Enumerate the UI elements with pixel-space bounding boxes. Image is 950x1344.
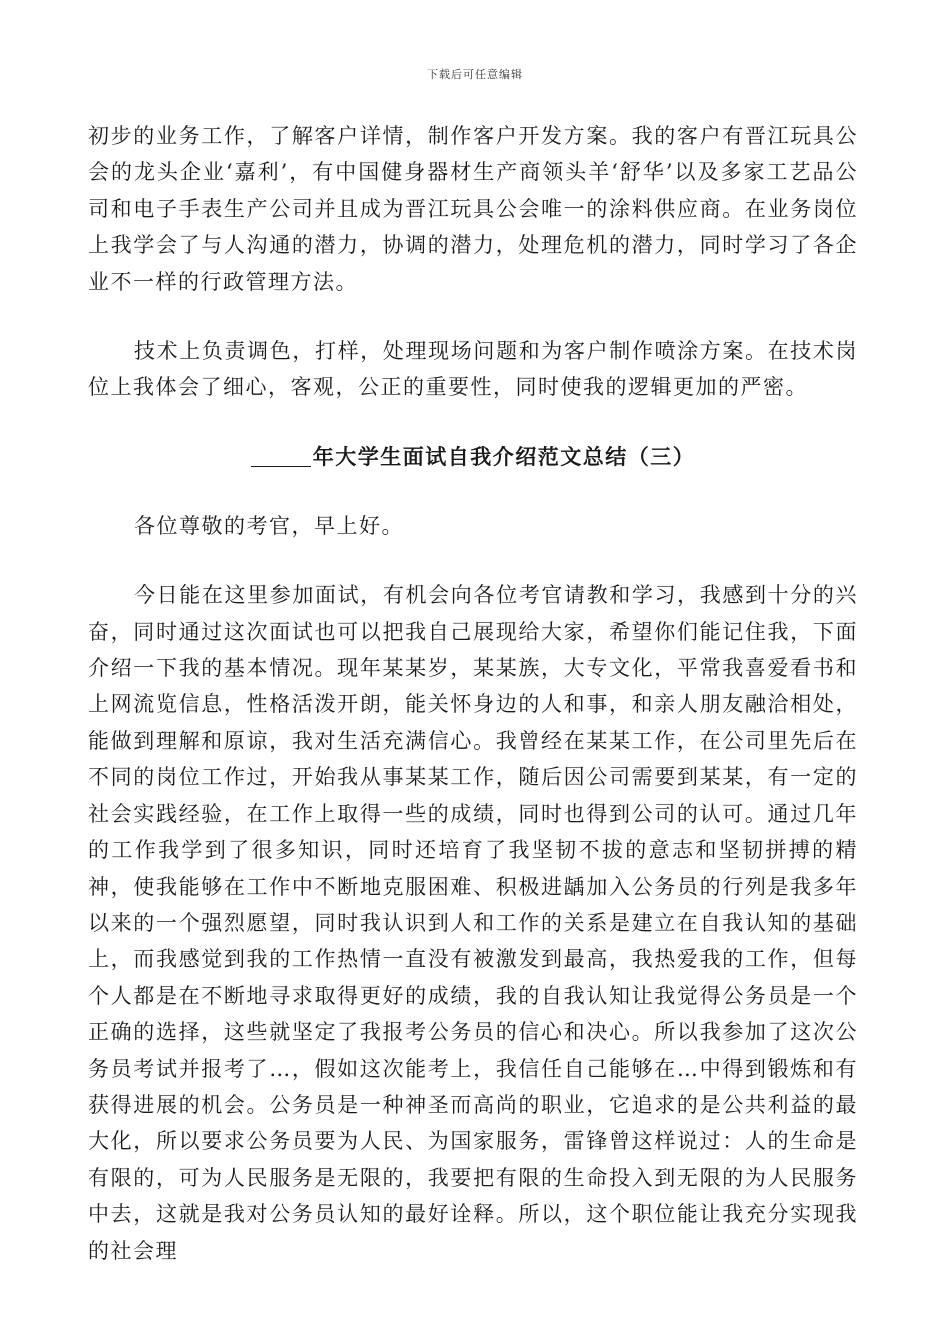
page-header-note: 下载后可任意编辑	[427, 68, 523, 81]
paragraph-spacer	[88, 300, 858, 333]
section-heading-text: 年大学生面试自我介绍范文总结（三）	[312, 443, 696, 469]
paragraph-greeting: 各位尊敬的考官，早上好。	[134, 513, 404, 538]
section-heading	[88, 439, 858, 475]
paragraph-spacer	[88, 406, 858, 439]
paragraph-technical-work: 技术上负责调色，打样，处理现场问题和为客户制作喷涂方案。在技术岗位上我体会了细心，客观，公正的重要性，同时使我的逻辑更加的严密。	[88, 339, 858, 400]
paragraph-self-introduction: 今日能在这里参加面试，有机会向各位考官请教和学习，我感到十分的兴奋，同时通过这次面试也可以把我自己展现给大家，希望你们能记住我，下面介绍一下我的基本情况。现年某某岁，某某族，大专文化，平常我喜爱看书和上网流览信息，性格活泼开朗，能关怀身边的人和事，和亲人朋友融洽相处，能做到理解和原谅，我对生活充满信心。我曾经在某某工作，在公司里先后在不同的岗位工作过，开始我从事某某工作，随后因公司需要到某某，有一定的社会实践经验，在工作上取得一些的成绩，同时也得到公司的认可。通过几年的工作我学到了很多知识，同时还培育了我坚韧不拔的意志和坚韧拼搏的精神，使我能够在工作中不断地克服困难、积极进龋加入公务员的行列是我多年以来的一个强烈愿望，同时我认识到人和工作的关系是建立在自我认知的基础上，而我感觉到我的工作热情一直没有被激发到最高，我热爱我的工作，但每个人都是在不断地寻求取得更好的成绩，我的自我认知让我觉得公务员是一个正确的选择，这些就坚定了我报考公务员的信心和决心。所以我参加了这次公务员考试并报考了…，假如这次能考上，我信任自己能够在…中得到锻炼和有获得进展的机会。公务员是一种神圣而高尚的职业，它追求的是公共利益的最大化，所以要求公务员要为人民、为国家服务，雷锋曾这样说过：人的生命是有限的，可为人民服务是无限的，我要把有限的生命投入到无限的为人民服务中去，这就是我对公务员认知的最好诠释。所以，这个职位能让我充分实现我的社会理	[88, 583, 858, 1263]
year-blank-underline	[251, 466, 311, 467]
paragraph-business-work: 初步的业务工作，了解客户详情，制作客户开发方案。我的客户有晋江玩具公会的龙头企业‘嘉利’，有中国健身器材生产商领头羊‘舒华’以及多家工艺品公司和电子手表生产公司并且成为晋江玩具公会唯一的涂料供应商。在业务岗位上我学会了与人沟通的潜力，协调的潜力，处理危机的潜力，同时学习了各企业不一样的行政管理方法。	[88, 124, 858, 294]
paragraph-spacer	[88, 475, 858, 508]
document-body	[88, 118, 858, 1269]
paragraph-spacer	[88, 544, 858, 577]
